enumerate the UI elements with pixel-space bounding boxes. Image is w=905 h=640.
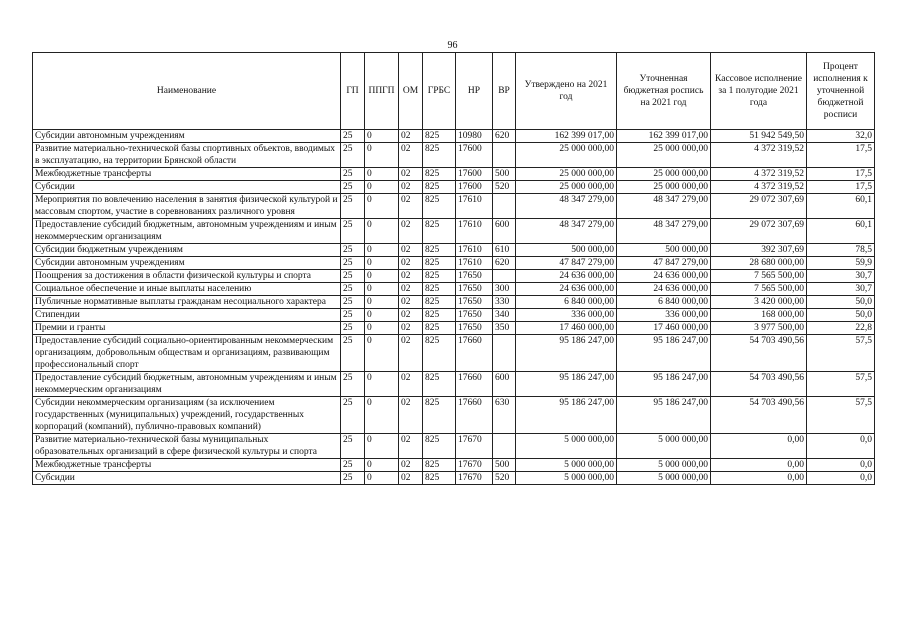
col-gp-cell: 25 — [341, 472, 365, 485]
col-om-cell: 02 — [399, 296, 423, 309]
col-name-cell: Субсидии бюджетным учреждениям — [33, 244, 341, 257]
col-refined-cell: 336 000,00 — [617, 309, 711, 322]
col-nr-cell: 17670 — [456, 459, 493, 472]
col-gp-cell: 25 — [341, 296, 365, 309]
table-row — [33, 181, 875, 194]
col-om-cell: 02 — [399, 257, 423, 270]
col-ppgp-cell: 0 — [365, 397, 399, 434]
col-vr-cell: 630 — [493, 397, 516, 434]
col-vr-cell — [493, 270, 516, 283]
col-percent-cell: 0,0 — [807, 472, 875, 485]
col-cash-header: Кассовое исполнение за 1 полугодие 2021 года — [711, 53, 807, 130]
col-cash-cell: 3 977 500,00 — [711, 322, 807, 335]
col-cash-cell: 51 942 549,50 — [711, 130, 807, 143]
col-refined-cell: 5 000 000,00 — [617, 459, 711, 472]
col-ppgp-cell: 0 — [365, 372, 399, 397]
col-refined-cell: 95 186 247,00 — [617, 397, 711, 434]
col-vr-cell: 300 — [493, 283, 516, 296]
col-refined-cell: 95 186 247,00 — [617, 372, 711, 397]
col-approved-cell: 5 000 000,00 — [516, 472, 617, 485]
col-approved-cell: 95 186 247,00 — [516, 335, 617, 372]
col-nr-cell: 17600 — [456, 181, 493, 194]
col-cash-cell: 0,00 — [711, 472, 807, 485]
col-vr-cell: 500 — [493, 168, 516, 181]
col-cash-cell: 168 000,00 — [711, 309, 807, 322]
col-percent-cell: 17,5 — [807, 181, 875, 194]
col-ppgp-cell: 0 — [365, 257, 399, 270]
col-name-cell: Социальное обеспечение и иные выплаты населению — [33, 283, 341, 296]
col-gp-cell: 25 — [341, 168, 365, 181]
col-approved-cell: 17 460 000,00 — [516, 322, 617, 335]
col-nr-cell: 17660 — [456, 335, 493, 372]
col-name-cell: Субсидии — [33, 181, 341, 194]
col-gp-cell: 25 — [341, 459, 365, 472]
col-grbs-cell: 825 — [423, 309, 456, 322]
col-om-cell: 02 — [399, 270, 423, 283]
col-om-cell: 02 — [399, 335, 423, 372]
table-row — [33, 309, 875, 322]
col-refined-cell: 95 186 247,00 — [617, 335, 711, 372]
col-nr-cell: 17610 — [456, 244, 493, 257]
col-nr-cell: 17660 — [456, 397, 493, 434]
col-nr-header: НР — [456, 53, 493, 130]
col-vr-cell — [493, 194, 516, 219]
table-row — [33, 244, 875, 257]
table-row — [33, 397, 875, 434]
col-ppgp-cell: 0 — [365, 244, 399, 257]
col-grbs-cell: 825 — [423, 296, 456, 309]
col-name-cell: Межбюджетные трансферты — [33, 168, 341, 181]
col-ppgp-cell: 0 — [365, 459, 399, 472]
col-vr-cell: 610 — [493, 244, 516, 257]
table-body — [33, 130, 875, 485]
col-om-cell: 02 — [399, 143, 423, 168]
col-name-cell: Субсидии автономным учреждениям — [33, 130, 341, 143]
col-approved-cell: 95 186 247,00 — [516, 397, 617, 434]
col-cash-cell: 4 372 319,52 — [711, 143, 807, 168]
col-percent-cell: 50,0 — [807, 309, 875, 322]
col-grbs-cell: 825 — [423, 130, 456, 143]
col-nr-cell: 17650 — [456, 283, 493, 296]
col-gp-header: ГП — [341, 53, 365, 130]
col-refined-cell: 162 399 017,00 — [617, 130, 711, 143]
col-ppgp-cell: 0 — [365, 296, 399, 309]
col-grbs-cell: 825 — [423, 181, 456, 194]
col-cash-cell: 54 703 490,56 — [711, 335, 807, 372]
col-ppgp-cell: 0 — [365, 219, 399, 244]
col-nr-cell: 17670 — [456, 472, 493, 485]
col-om-cell: 02 — [399, 322, 423, 335]
col-grbs-cell: 825 — [423, 322, 456, 335]
col-refined-cell: 25 000 000,00 — [617, 181, 711, 194]
col-nr-cell: 17650 — [456, 309, 493, 322]
col-vr-cell: 600 — [493, 219, 516, 244]
col-approved-cell: 95 186 247,00 — [516, 372, 617, 397]
col-ppgp-cell: 0 — [365, 335, 399, 372]
col-ppgp-cell: 0 — [365, 434, 399, 459]
col-om-cell: 02 — [399, 434, 423, 459]
col-refined-cell: 5 000 000,00 — [617, 472, 711, 485]
col-ppgp-cell: 0 — [365, 194, 399, 219]
col-name-cell: Субсидии — [33, 472, 341, 485]
col-gp-cell: 25 — [341, 130, 365, 143]
col-percent-cell: 57,5 — [807, 372, 875, 397]
col-cash-cell: 7 565 500,00 — [711, 283, 807, 296]
col-vr-cell — [493, 143, 516, 168]
col-gp-cell: 25 — [341, 309, 365, 322]
col-om-cell: 02 — [399, 309, 423, 322]
col-name-cell: Публичные нормативные выплаты гражданам несоциального характера — [33, 296, 341, 309]
col-cash-cell: 4 372 319,52 — [711, 181, 807, 194]
col-percent-cell: 32,0 — [807, 130, 875, 143]
col-ppgp-cell: 0 — [365, 322, 399, 335]
table-row — [33, 257, 875, 270]
col-percent-cell: 30,7 — [807, 270, 875, 283]
col-cash-cell: 29 072 307,69 — [711, 194, 807, 219]
col-nr-cell: 17600 — [456, 143, 493, 168]
col-approved-cell: 25 000 000,00 — [516, 181, 617, 194]
col-gp-cell: 25 — [341, 270, 365, 283]
col-approved-cell: 336 000,00 — [516, 309, 617, 322]
col-vr-cell: 620 — [493, 130, 516, 143]
col-vr-cell — [493, 434, 516, 459]
col-ppgp-cell: 0 — [365, 181, 399, 194]
col-refined-cell: 25 000 000,00 — [617, 168, 711, 181]
col-ppgp-header: ППГП — [365, 53, 399, 130]
col-nr-cell: 17650 — [456, 270, 493, 283]
col-refined-cell: 47 847 279,00 — [617, 257, 711, 270]
col-vr-cell: 500 — [493, 459, 516, 472]
col-gp-cell: 25 — [341, 219, 365, 244]
col-approved-cell: 48 347 279,00 — [516, 219, 617, 244]
col-om-cell: 02 — [399, 244, 423, 257]
col-nr-cell: 17650 — [456, 296, 493, 309]
col-gp-cell: 25 — [341, 257, 365, 270]
col-vr-cell: 520 — [493, 181, 516, 194]
col-refined-cell: 48 347 279,00 — [617, 194, 711, 219]
col-nr-cell: 10980 — [456, 130, 493, 143]
col-vr-cell: 350 — [493, 322, 516, 335]
col-approved-cell: 5 000 000,00 — [516, 459, 617, 472]
col-name-cell: Субсидии некоммерческим организациям (за исключением государственных (муниципальных) учреждений, государственных корпораций (компаний), публично-правовых компаний) — [33, 397, 341, 434]
col-gp-cell: 25 — [341, 244, 365, 257]
col-refined-cell: 25 000 000,00 — [617, 143, 711, 168]
table-row — [33, 194, 875, 219]
col-vr-cell: 330 — [493, 296, 516, 309]
col-om-cell: 02 — [399, 181, 423, 194]
col-cash-cell: 7 565 500,00 — [711, 270, 807, 283]
col-approved-cell: 47 847 279,00 — [516, 257, 617, 270]
col-percent-cell: 78,5 — [807, 244, 875, 257]
col-grbs-cell: 825 — [423, 244, 456, 257]
col-cash-cell: 4 372 319,52 — [711, 168, 807, 181]
table-row — [33, 322, 875, 335]
col-grbs-cell: 825 — [423, 194, 456, 219]
budget-table — [32, 52, 875, 485]
table-row — [33, 372, 875, 397]
col-name-cell: Мероприятия по вовлечению населения в занятия физической культурой и массовым спортом, участие в соревнованиях различного уровня — [33, 194, 341, 219]
col-refined-cell: 24 636 000,00 — [617, 270, 711, 283]
col-vr-cell: 600 — [493, 372, 516, 397]
col-ppgp-cell: 0 — [365, 472, 399, 485]
col-gp-cell: 25 — [341, 434, 365, 459]
col-name-cell: Предоставление субсидий бюджетным, автономным учреждениям и иным некоммерческим организациям — [33, 219, 341, 244]
table-row — [33, 283, 875, 296]
col-grbs-cell: 825 — [423, 283, 456, 296]
table-row — [33, 434, 875, 459]
col-ppgp-cell: 0 — [365, 130, 399, 143]
col-percent-cell: 57,5 — [807, 397, 875, 434]
col-grbs-cell: 825 — [423, 143, 456, 168]
col-percent-cell: 59,9 — [807, 257, 875, 270]
table-row — [33, 459, 875, 472]
col-om-header: ОМ — [399, 53, 423, 130]
col-ppgp-cell: 0 — [365, 270, 399, 283]
col-approved-cell: 24 636 000,00 — [516, 283, 617, 296]
col-cash-cell: 392 307,69 — [711, 244, 807, 257]
col-gp-cell: 25 — [341, 372, 365, 397]
col-grbs-cell: 825 — [423, 397, 456, 434]
col-vr-header: ВР — [493, 53, 516, 130]
col-grbs-cell: 825 — [423, 459, 456, 472]
table-row — [33, 270, 875, 283]
col-percent-cell: 50,0 — [807, 296, 875, 309]
col-approved-cell: 25 000 000,00 — [516, 143, 617, 168]
page-number: 96 — [447, 40, 458, 51]
col-percent-cell: 57,5 — [807, 335, 875, 372]
col-name-cell: Предоставление субсидий бюджетным, автономным учреждениям и иным некоммерческим организациям — [33, 372, 341, 397]
col-refined-cell: 48 347 279,00 — [617, 219, 711, 244]
col-cash-cell: 0,00 — [711, 459, 807, 472]
col-grbs-cell: 825 — [423, 168, 456, 181]
col-cash-cell: 3 420 000,00 — [711, 296, 807, 309]
col-om-cell: 02 — [399, 130, 423, 143]
col-om-cell: 02 — [399, 219, 423, 244]
col-name-cell: Предоставление субсидий социально-ориентированным некоммерческим организациям, добровольным обществам и организациям, развивающим профессиональный спорт — [33, 335, 341, 372]
col-approved-cell: 162 399 017,00 — [516, 130, 617, 143]
col-ppgp-cell: 0 — [365, 168, 399, 181]
col-cash-cell: 54 703 490,56 — [711, 397, 807, 434]
col-nr-cell: 17600 — [456, 168, 493, 181]
col-nr-cell: 17610 — [456, 219, 493, 244]
col-gp-cell: 25 — [341, 397, 365, 434]
col-percent-cell: 0,0 — [807, 434, 875, 459]
col-cash-cell: 28 680 000,00 — [711, 257, 807, 270]
col-approved-cell: 6 840 000,00 — [516, 296, 617, 309]
col-name-header: Наименование — [33, 53, 341, 130]
col-nr-cell: 17610 — [456, 194, 493, 219]
table-row — [33, 168, 875, 181]
col-name-cell: Поощрения за достижения в области физической культуры и спорта — [33, 270, 341, 283]
col-approved-cell: 24 636 000,00 — [516, 270, 617, 283]
col-grbs-header: ГРБС — [423, 53, 456, 130]
col-approved-cell: 25 000 000,00 — [516, 168, 617, 181]
col-cash-cell: 54 703 490,56 — [711, 372, 807, 397]
col-gp-cell: 25 — [341, 283, 365, 296]
col-om-cell: 02 — [399, 472, 423, 485]
col-cash-cell: 0,00 — [711, 434, 807, 459]
col-cash-cell: 29 072 307,69 — [711, 219, 807, 244]
col-ppgp-cell: 0 — [365, 309, 399, 322]
table-row — [33, 219, 875, 244]
table-row — [33, 335, 875, 372]
col-percent-cell: 17,5 — [807, 143, 875, 168]
col-grbs-cell: 825 — [423, 270, 456, 283]
col-approved-cell: 5 000 000,00 — [516, 434, 617, 459]
col-percent-header: Процент исполнения к уточненной бюджетной росписи — [807, 53, 875, 130]
col-refined-header: Уточненная бюджетная роспись на 2021 год — [617, 53, 711, 130]
col-grbs-cell: 825 — [423, 257, 456, 270]
col-refined-cell: 24 636 000,00 — [617, 283, 711, 296]
col-refined-cell: 6 840 000,00 — [617, 296, 711, 309]
col-gp-cell: 25 — [341, 322, 365, 335]
col-gp-cell: 25 — [341, 194, 365, 219]
table-header-row — [33, 53, 875, 130]
col-om-cell: 02 — [399, 168, 423, 181]
table-row — [33, 143, 875, 168]
col-ppgp-cell: 0 — [365, 143, 399, 168]
col-percent-cell: 0,0 — [807, 459, 875, 472]
col-approved-header: Утверждено на 2021 год — [516, 53, 617, 130]
table-row — [33, 472, 875, 485]
col-approved-cell: 500 000,00 — [516, 244, 617, 257]
col-nr-cell: 17610 — [456, 257, 493, 270]
col-gp-cell: 25 — [341, 181, 365, 194]
col-om-cell: 02 — [399, 372, 423, 397]
col-vr-cell: 620 — [493, 257, 516, 270]
col-percent-cell: 17,5 — [807, 168, 875, 181]
col-nr-cell: 17660 — [456, 372, 493, 397]
col-nr-cell: 17670 — [456, 434, 493, 459]
col-name-cell: Премии и гранты — [33, 322, 341, 335]
col-percent-cell: 30,7 — [807, 283, 875, 296]
col-name-cell: Стипендии — [33, 309, 341, 322]
col-om-cell: 02 — [399, 194, 423, 219]
col-om-cell: 02 — [399, 283, 423, 296]
col-percent-cell: 60,1 — [807, 194, 875, 219]
col-approved-cell: 48 347 279,00 — [516, 194, 617, 219]
table-row — [33, 296, 875, 309]
col-grbs-cell: 825 — [423, 434, 456, 459]
col-vr-cell — [493, 335, 516, 372]
col-grbs-cell: 825 — [423, 372, 456, 397]
col-percent-cell: 22,8 — [807, 322, 875, 335]
col-refined-cell: 5 000 000,00 — [617, 434, 711, 459]
col-grbs-cell: 825 — [423, 219, 456, 244]
col-vr-cell: 340 — [493, 309, 516, 322]
col-ppgp-cell: 0 — [365, 283, 399, 296]
col-name-cell: Межбюджетные трансферты — [33, 459, 341, 472]
col-percent-cell: 60,1 — [807, 219, 875, 244]
col-om-cell: 02 — [399, 459, 423, 472]
col-nr-cell: 17650 — [456, 322, 493, 335]
col-refined-cell: 500 000,00 — [617, 244, 711, 257]
col-refined-cell: 17 460 000,00 — [617, 322, 711, 335]
col-name-cell: Развитие материально-технической базы спортивных объектов, вводимых в эксплуатацию, на территории Брянской области — [33, 143, 341, 168]
col-grbs-cell: 825 — [423, 335, 456, 372]
col-name-cell: Развитие материально-технической базы муниципальных образовательных организаций в сфере физической культуры и спорта — [33, 434, 341, 459]
col-vr-cell: 520 — [493, 472, 516, 485]
col-name-cell: Субсидии автономным учреждениям — [33, 257, 341, 270]
col-grbs-cell: 825 — [423, 472, 456, 485]
col-gp-cell: 25 — [341, 143, 365, 168]
table-row — [33, 130, 875, 143]
col-gp-cell: 25 — [341, 335, 365, 372]
col-om-cell: 02 — [399, 397, 423, 434]
